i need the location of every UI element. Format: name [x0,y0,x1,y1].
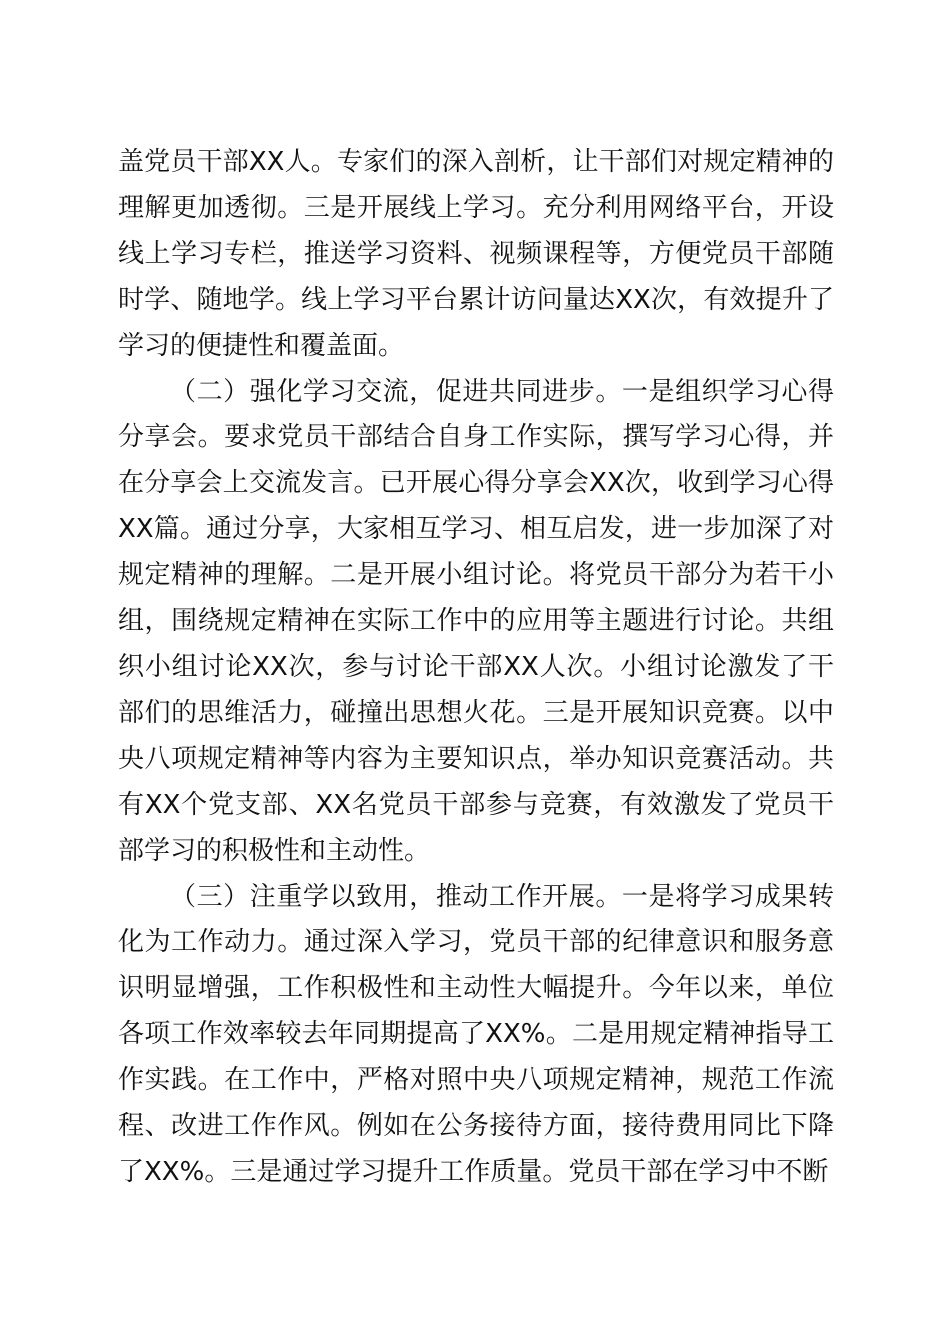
paragraph-continuation: 盖党员干部XX人。专家们的深入剖析，让干部们对规定精神的理解更加透彻。三是开展线上学习。充分利用网络平台，开设线上学习专栏，推送学习资料、视频课程等，方便党员干部随时学、随地学。线上学习平台累计访问量达XX次，有效提升了学习的便捷性和覆盖面。 [118,147,834,361]
paragraph-section-three: （三）注重学以致用，推动工作开展。一是将学习成果转化为工作动力。通过深入学习，党员干部的纪律意识和服务意识明显增强，工作积极性和主动性大幅提升。今年以来，单位各项工作效率较去年同期提高了XX%。二是用规定精神指导工作实践。在工作中，严格对照中央八项规定精神，规范工作流程、改进工作作风。例如在公务接待方面，接待费用同比下降了XX%。三是通过学习提升工作质量。党员干部在学习中不断 [118,881,834,1187]
paragraph-section-two: （二）强化学习交流，促进共同进步。一是组织学习心得分享会。要求党员干部结合自身工作实际，撰写学习心得，并在分享会上交流发言。已开展心得分享会XX次，收到学习心得XX篇。通过分享，大家相互学习、相互启发，进一步加深了对规定精神的理解。二是开展小组讨论。将党员干部分为若干小组，围绕规定精神在实际工作中的应用等主题进行讨论。共组织小组讨论XX次，参与讨论干部XX人次。小组讨论激发了干部们的思维活力，碰撞出思想火花。三是开展知识竞赛。以中央八项规定精神等内容为主要知识点，举办知识竞赛活动。共有XX个党支部、XX名党员干部参与竞赛，有效激发了党员干部学习的积极性和主动性。 [118,376,834,866]
document-body [118,140,834,1196]
